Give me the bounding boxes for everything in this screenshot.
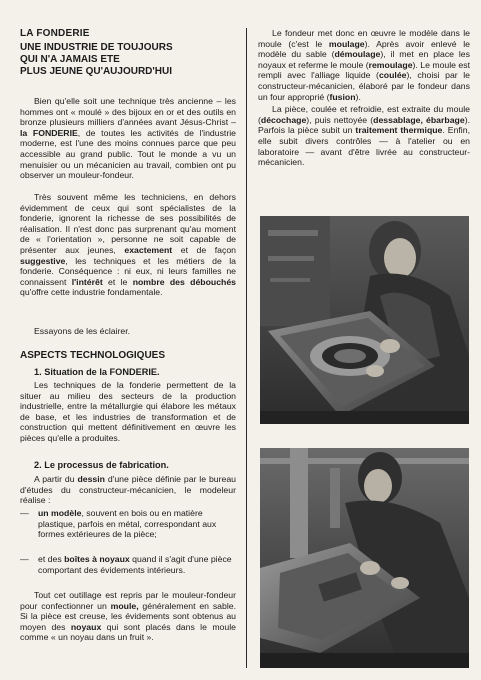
intro-p2-emph-interet: l'intérêt <box>71 276 103 287</box>
moule-emph-moule: moule, <box>110 600 139 611</box>
intro-p3-text: Essayons de les éclairer. <box>34 326 131 336</box>
list-emph-modele: un modèle <box>38 508 82 518</box>
r1-emph-remoulage: remoulage <box>368 59 413 70</box>
section-kicker: LA FONDERIE <box>20 28 90 39</box>
r1-text-a: Le fondeur met donc en œuvre le modèle dans le moule (c'est le <box>258 28 470 49</box>
moule-emph-noyaux: noyaux <box>70 621 102 632</box>
r2-text-g: . Enfin, elle subit divers contrôles — à l'atelier ou en laboratoire — avant d'être livrée au constructeur-mécanicien. <box>258 125 470 168</box>
photo-worker-polishing-mold <box>260 216 469 424</box>
intro-p1-text-a: Bien qu'elle soit une technique très ancienne – les hommes ont « moulé » des bijoux en or et des outils en bronze plusieurs milliers d'années avant Jésus-Christ – <box>20 96 236 128</box>
right-text <box>258 28 470 170</box>
column-divider <box>246 28 247 668</box>
r1-text-c: ). Après avoir enlevé le modèle du sable ( <box>258 38 470 60</box>
aspects-heading: ASPECTS TECHNOLOGIQUES <box>20 350 166 361</box>
intro-p2-text-i: qu'offre cette industrie fondamentale. <box>20 287 163 298</box>
subtitle-line-1: UNE INDUSTRIE DE TOUJOURS <box>20 42 173 53</box>
list-text-noyaux-a: et des <box>38 554 65 564</box>
r2-text-c: ), puis nettoyée ( <box>306 114 374 125</box>
photo-worker-assembling-mold <box>260 448 469 668</box>
moule-paragraph <box>20 590 236 643</box>
intro-paragraph-2 <box>20 192 236 298</box>
moule-text-e: qui sont placés dans le moule comme « un noyau dans un fruit ». <box>20 621 236 643</box>
list-emph-boites: boîtes à noyaux <box>64 554 130 564</box>
intro-p1-emphasis: la FONDERIE <box>20 127 78 138</box>
left-column <box>20 0 236 680</box>
r1-text-g: ). Le moule est rempli avec l'alliage liquide ( <box>258 59 470 81</box>
r2-emph-traitement: traitement thermique <box>355 125 443 136</box>
r1-emph-moulage: moulage <box>328 38 365 49</box>
r2-emph-decochage: décochage <box>260 114 307 125</box>
right-paragraph-1 <box>258 28 470 102</box>
processus-text-c: d'une pièce définie par le bureau d'études du constructeur-mécanicien, le modeleur réalise : <box>20 474 236 506</box>
r1-emph-demoulage: démoulage <box>334 49 381 60</box>
intro-p1-text-c: , de toutes les activités de l'industrie moderne, est l'une des moins connues parce que peu accessible au grand public. Tout le monde a vu un menuisier ou un mécanicien au travail, combien ont pu observer un mouleur-fondeur. <box>20 127 236 181</box>
situation-heading: 1. Situation de la FONDERIE. <box>34 367 160 377</box>
subtitle-line-2: QUI N'A JAMAIS ETE <box>20 54 120 65</box>
photo-1-illustration <box>260 216 469 424</box>
r1-text-k: ). <box>355 91 361 102</box>
r1-text-e: ), il met en place les noyaux et referme le moule ( <box>258 49 470 70</box>
processus-paragraph <box>20 474 236 506</box>
article-subtitle <box>20 42 236 78</box>
intro-p2-text-c: et de façon <box>172 244 236 255</box>
intro-p2-text-a: Très souvent même les techniciens, en dehors évidemment de ceux qui sont spécialistes de la fonderie, ignorent la richesse de ses possibilités de réalisation. Il n'est donc pas surprenant qu'au moment de « l'orientation », personne ne soit capable de présenter aux jeunes, <box>20 192 236 255</box>
list-item-noyaux <box>20 554 236 575</box>
r2-text-e: ). Parfois la pièce subit un <box>258 114 470 136</box>
r1-text-i: ), choisi par le constructeur-mécanicien, élaboré par le fondeur dans un four approprié ( <box>258 70 471 102</box>
intro-paragraph-1 <box>20 96 236 181</box>
right-paragraph-2 <box>258 104 470 168</box>
situation-paragraph <box>20 380 236 444</box>
subtitle-line-3: PLUS JEUNE QU'AUJOURD'HUI <box>20 66 172 77</box>
intro-p2-emph-exactement: exactement <box>124 244 173 255</box>
intro-p2-text-g: et le <box>102 276 133 287</box>
situation-text: Les techniques de la fonderie permettent de la situer au milieu des secteurs de la production industrielle, entre la métallurgie qui élabore les métaux de base, et les industries de transformation et de construction qui mettent définitivement en œuvre les pièces qu'elle a produites. <box>20 380 236 443</box>
processus-heading: 2. Le processus de fabrication. <box>34 460 169 470</box>
list-dash: — <box>20 508 29 518</box>
list-text-noyaux-c: quand il s'agit d'une pièce comportant des évidements intérieurs. <box>38 554 232 575</box>
intro-paragraph-3 <box>20 326 236 337</box>
processus-emph-dessin: dessin <box>77 474 105 484</box>
intro-p2-emph-debouches: nombre des débouchés <box>132 276 237 287</box>
intro-p2-text-e: , les techniques et les métiers de la fonderie. Conséquence : ni eux, ni leurs familles ne connaissent <box>20 255 236 287</box>
moule-text-c: généralement en sable. Si la pièce est creuse, les évidements sont obtenus au moyen des <box>20 600 237 632</box>
right-column <box>258 0 470 680</box>
r1-emph-fusion: fusion <box>329 91 356 102</box>
list-text-modele: , souvent en bois ou en matière plastique, parfois en métal, correspondant aux formes extérieures de la pièce; <box>38 508 217 540</box>
photo-2-illustration <box>260 448 469 668</box>
r2-text-a: La pièce, coulée et refroidie, est extraite du moule ( <box>258 104 470 125</box>
moule-text-a: Tout cet outillage est repris par le mouleur-fondeur pour confectionner un <box>20 590 236 611</box>
list-item-modele <box>20 508 236 540</box>
r2-emph-dessablage: dessablage, ébarbage <box>373 114 465 125</box>
intro-p2-emph-suggestive: suggestive <box>20 255 66 266</box>
r1-emph-coulee: coulée <box>378 70 407 81</box>
processus-text-a: A partir du <box>34 474 78 484</box>
list-dash: — <box>20 554 29 564</box>
